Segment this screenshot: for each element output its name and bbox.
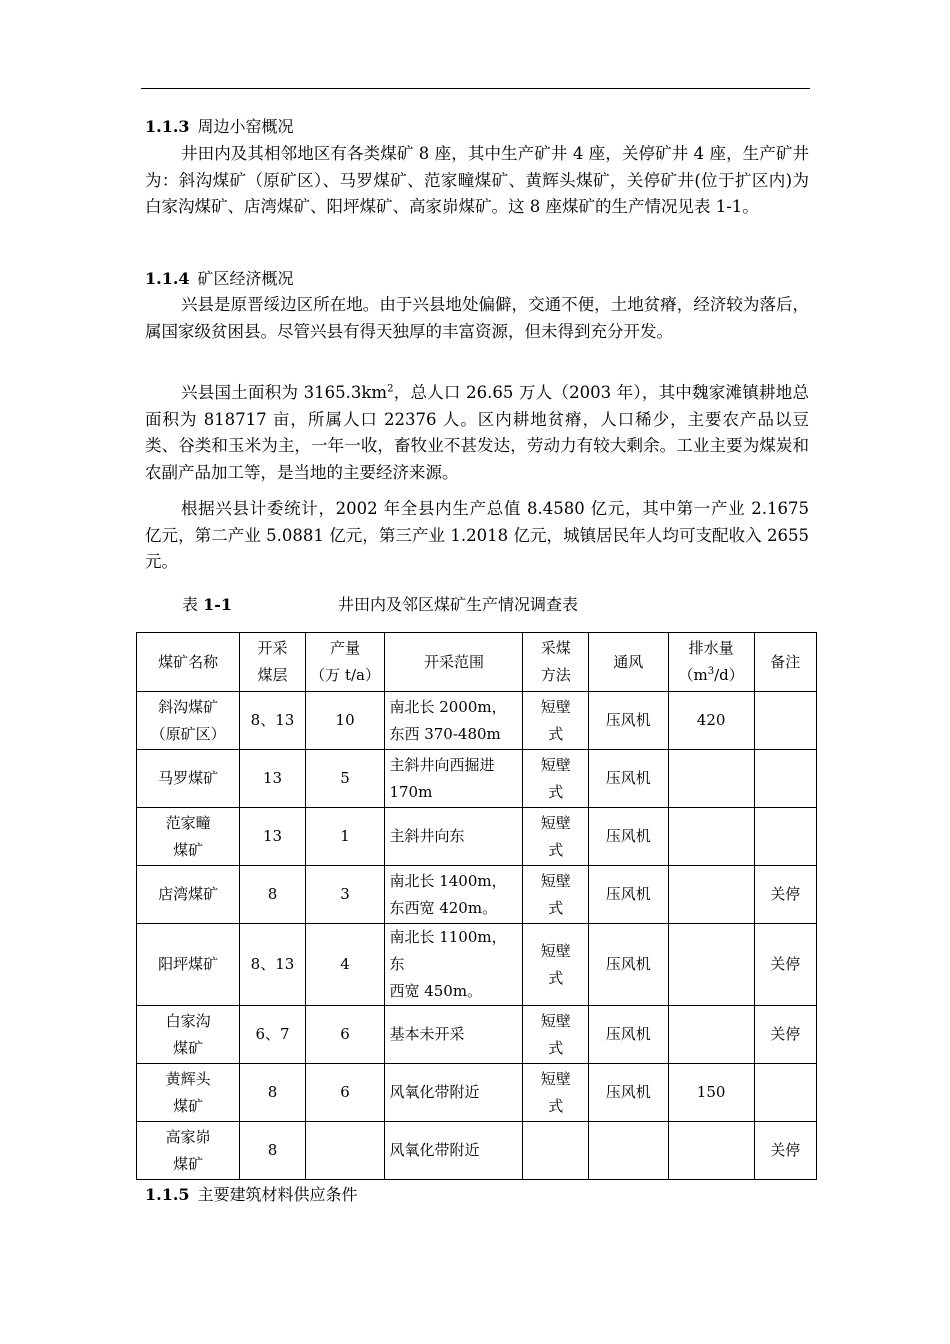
cell-output: 4 — [305, 924, 385, 1006]
cell-seam: 8 — [240, 1064, 305, 1122]
cell-output: 6 — [305, 1064, 385, 1122]
header-seam: 开采 煤层 — [240, 633, 305, 692]
table-row — [137, 1122, 817, 1180]
cell-ventilation — [588, 1122, 668, 1180]
cell-drainage — [668, 808, 754, 866]
cell-ventilation: 压风机 — [588, 866, 668, 924]
cell-drainage: 420 — [668, 692, 754, 750]
table-row — [137, 750, 817, 808]
cell-range: 风氧化带附近 — [385, 1064, 523, 1122]
table-row — [137, 924, 817, 1006]
header-mine-name: 煤矿名称 — [137, 633, 240, 692]
cell-mine-name: 黄辉头 煤矿 — [137, 1064, 240, 1122]
cell-range: 南北长 1100m，东 西宽 450m。 — [385, 924, 523, 1006]
cell-ventilation: 压风机 — [588, 924, 668, 1006]
cell-ventilation: 压风机 — [588, 808, 668, 866]
table-row — [137, 1064, 817, 1122]
table-row — [137, 808, 817, 866]
cell-mine-name: 白家沟 煤矿 — [137, 1006, 240, 1064]
cell-range: 南北长 2000m， 东西 370-480m — [385, 692, 523, 750]
section-number: 1.1.3 — [145, 117, 190, 136]
paragraph-county-overview: 兴县是原晋绥边区所在地。由于兴县地处偏僻，交通不便，土地贫瘠，经济较为落后，属国家级贫困县。尽管兴县有得天独厚的丰富资源，但未得到充分开发。 — [145, 295, 809, 341]
cell-ventilation: 压风机 — [588, 692, 668, 750]
cell-note — [754, 808, 816, 866]
cell-seam: 8、13 — [240, 924, 305, 1006]
cell-method — [523, 1122, 588, 1180]
cell-output — [305, 1122, 385, 1180]
text-segment: ，总人口 26.65 万人（2003 年），其中魏家滩镇耕地总面积为 818717 亩，所属人口 22376 人。区内耕地贫瘠，人口稀少，主要农产品以豆类、谷类和玉米为主，一年一收，畜牧业不甚发达，劳动力有较大剩余。工业主要为煤炭和农副产品加工等，是当地的主要经济来源。 — [145, 383, 810, 482]
cell-ventilation: 压风机 — [588, 1064, 668, 1122]
cell-range: 南北长 1400m， 东西宽 420m。 — [385, 866, 523, 924]
table-row — [137, 1006, 817, 1064]
cell-method: 短壁 式 — [523, 1006, 588, 1064]
header-method: 采煤 方法 — [523, 633, 588, 692]
table-header-row — [137, 633, 817, 692]
header-range: 开采范围 — [385, 633, 523, 692]
text-segment: 兴县国土面积为 3165.3km — [181, 383, 388, 402]
cell-range: 主斜井向东 — [385, 808, 523, 866]
cell-drainage — [668, 866, 754, 924]
cell-range: 主斜井向西掘进 170m — [385, 750, 523, 808]
cell-method: 短壁 式 — [523, 924, 588, 1006]
cell-method: 短壁 式 — [523, 750, 588, 808]
cell-method: 短壁 式 — [523, 1064, 588, 1122]
cell-output: 1 — [305, 808, 385, 866]
table-label-number: 1-1 — [203, 595, 232, 614]
cell-ventilation: 压风机 — [588, 1006, 668, 1064]
cell-seam: 8、13 — [240, 692, 305, 750]
cell-method: 短壁 式 — [523, 692, 588, 750]
cell-note: 关停 — [754, 866, 816, 924]
mine-survey-table — [136, 632, 817, 1180]
cell-note: 关停 — [754, 1122, 816, 1180]
cell-mine-name: 阳坪煤矿 — [137, 924, 240, 1006]
header-rule — [141, 88, 810, 89]
cell-range: 基本未开采 — [385, 1006, 523, 1064]
cell-drainage — [668, 924, 754, 1006]
section-title: 矿区经济概况 — [197, 269, 294, 288]
cell-mine-name: 马罗煤矿 — [137, 750, 240, 808]
table-label — [182, 593, 232, 617]
section-title: 主要建筑材料供应条件 — [197, 1185, 358, 1204]
cell-note: 关停 — [754, 1006, 816, 1064]
section-title: 周边小窑概况 — [197, 117, 294, 136]
cell-method: 短壁 式 — [523, 866, 588, 924]
cell-note — [754, 692, 816, 750]
cell-mine-name: 店湾煤矿 — [137, 866, 240, 924]
paragraph-small-mines: 井田内及其相邻地区有各类煤矿 8 座，其中生产矿井 4 座，关停矿井 4 座，生产矿井为：斜沟煤矿（原矿区）、马罗煤矿、范家疃煤矿、黄辉头煤矿，关停矿井(位于扩区内)为白家沟煤矿、店湾煤矿、阳坪煤矿、高家峁煤矿。这 8 座煤矿的生产情况见表 1-1。 — [145, 144, 809, 216]
cell-mine-name: 范家疃 煤矿 — [137, 808, 240, 866]
cell-seam: 13 — [240, 750, 305, 808]
cell-drainage — [668, 1122, 754, 1180]
table-row — [137, 692, 817, 750]
cell-mine-name: 高家峁 煤矿 — [137, 1122, 240, 1180]
cell-note — [754, 1064, 816, 1122]
table-row — [137, 866, 817, 924]
cell-mine-name: 斜沟煤矿 （原矿区） — [137, 692, 240, 750]
section-number: 1.1.4 — [145, 269, 190, 288]
cell-seam: 8 — [240, 866, 305, 924]
section-heading-1-1-3 — [145, 116, 294, 138]
superscript: 2 — [387, 383, 394, 395]
header-ventilation: 通风 — [588, 633, 668, 692]
table-label-prefix: 表 — [182, 595, 204, 614]
cell-range: 风氧化带附近 — [385, 1122, 523, 1180]
paragraph-gdp: 根据兴县计委统计，2002 年全县内生产总值 8.4580 亿元，其中第一产业 2.1675 亿元，第二产业 5.0881 亿元，第三产业 1.2018 亿元，城镇居民年人均可支配收入 2655 元。 — [145, 499, 809, 571]
cell-note — [754, 750, 816, 808]
cell-output: 6 — [305, 1006, 385, 1064]
cell-seam: 13 — [240, 808, 305, 866]
paragraph-county-statistics — [145, 380, 809, 486]
cell-drainage: 150 — [668, 1064, 754, 1122]
cell-drainage — [668, 750, 754, 808]
cell-output: 5 — [305, 750, 385, 808]
cell-method: 短壁 式 — [523, 808, 588, 866]
cell-ventilation: 压风机 — [588, 750, 668, 808]
cell-output: 3 — [305, 866, 385, 924]
section-number: 1.1.5 — [145, 1185, 190, 1204]
cell-drainage — [668, 1006, 754, 1064]
cell-output: 10 — [305, 692, 385, 750]
section-heading-1-1-5 — [145, 1184, 358, 1206]
section-heading-1-1-4 — [145, 268, 294, 290]
header-note: 备注 — [754, 633, 816, 692]
cell-seam: 6、7 — [240, 1006, 305, 1064]
cell-note: 关停 — [754, 924, 816, 1006]
header-drainage: 排水量 $(m^3/d)$ — [668, 633, 754, 692]
header-output: 产量 （万 t/a） — [305, 633, 385, 692]
table-title: 井田内及邻区煤矿生产情况调查表 — [338, 595, 579, 614]
cell-seam: 8 — [240, 1122, 305, 1180]
